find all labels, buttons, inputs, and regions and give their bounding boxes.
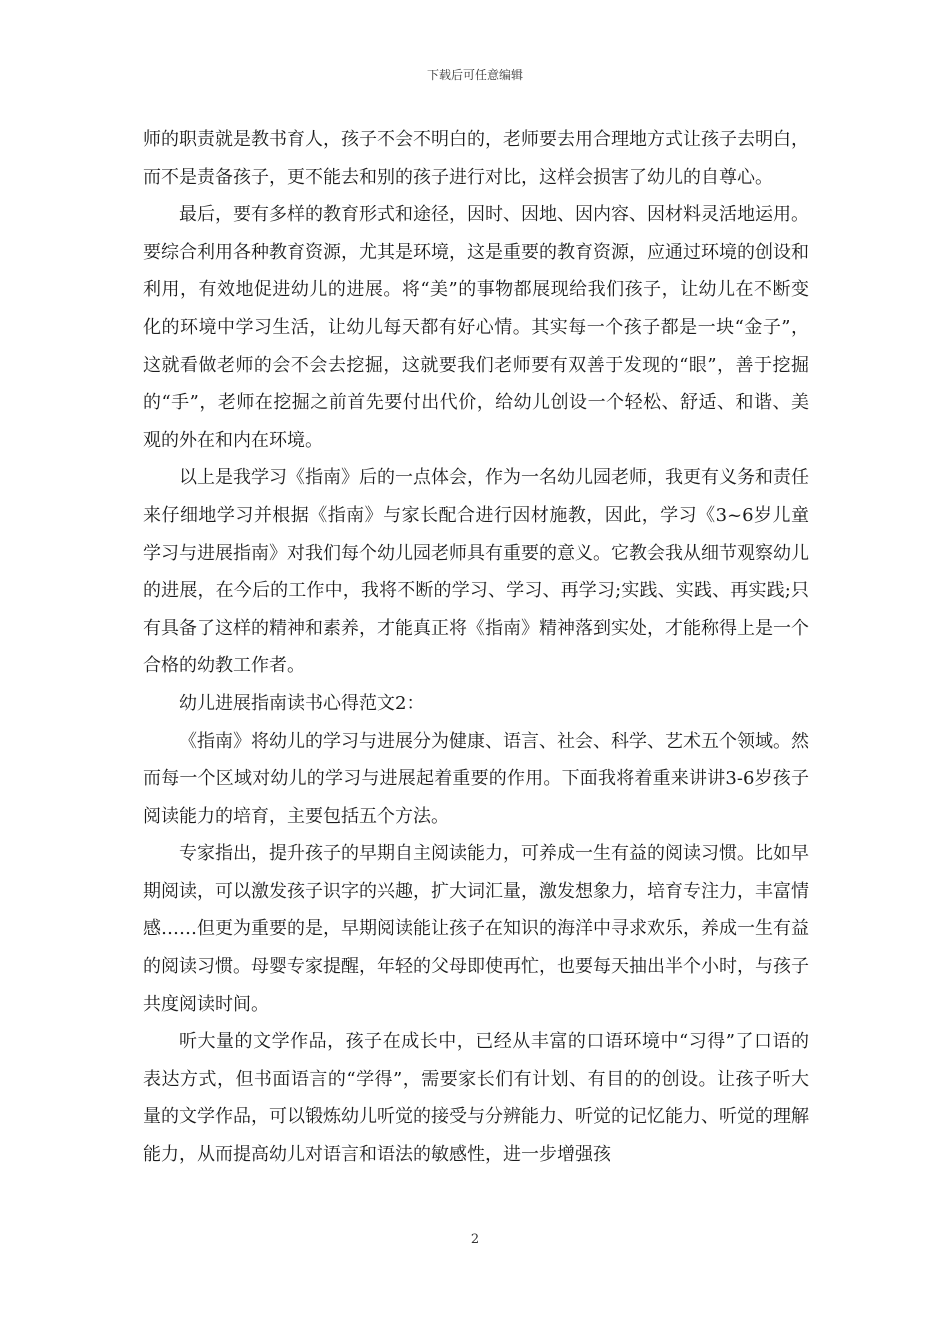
paragraph: 最后，要有多样的教育形式和途径，因时、因地、因内容、因材料灵活地运用。要综合利用各种教育资源，尤其是环境，这是重要的教育资源，应通过环境的创设和利用，有效地促进幼儿的进展。将“美”的事物都展现给我们孩子，让幼儿在不断变化的环境中学习生活，让幼儿每天都有好心情。其实每一个孩子都是一块“金子”，这就看做老师的会不会去挖掘，这就要我们老师要有双善于发现的“眼”，善于挖掘的“手”，老师在挖掘之前首先要付出代价，给幼儿创设一个轻松、舒适、和谐、美观的外在和内在环境。 — [143, 204, 809, 451]
paragraph: 听大量的文学作品，孩子在成长中，已经从丰富的口语环境中“习得”了口语的表达方式，但书面语言的“学得”，需要家长们有计划、有目的的创设。让孩子听大量的文学作品，可以锻炼幼儿听觉的接受与分辨能力、听觉的记忆能力、听觉的理解能力，从而提高幼儿对语言和语法的敏感性，进一步增强孩 — [143, 1031, 809, 1166]
page-header: 下载后可任意编辑 — [426, 68, 523, 82]
paragraph: 师的职责就是教书育人，孩子不会不明白的，老师要去用合理地方式让孩子去明白，而不是责备孩子，更不能去和别的孩子进行对比，这样会损害了幼儿的自尊心。 — [143, 129, 809, 188]
paragraph: 《指南》将幼儿的学习与进展分为健康、语言、社会、科学、艺术五个领域。然而每一个区域对幼儿的学习与进展起着重要的作用。下面我将着重来讲讲3-6岁孩子阅读能力的培育，主要包括五个方法。 — [143, 730, 809, 827]
document-body — [143, 121, 809, 1174]
section-heading: 幼儿进展指南读书心得范文2： — [179, 692, 425, 714]
paragraph: 以上是我学习《指南》后的一点体会，作为一名幼儿园老师，我更有义务和责任来仔细地学习并根据《指南》与家长配合进行因材施教，因此，学习《3~6岁儿童学习与进展指南》对我们每个幼儿园老师具有重要的意义。它教会我从细节观察幼儿的进展，在今后的工作中，我将不断的学习、学习、再学习;实践、实践、再实践;只有具备了这样的精神和素养，才能真正将《指南》精神落到实处，才能称得上是一个合格的幼教工作者。 — [143, 467, 809, 677]
page-number: 2 — [470, 1232, 480, 1247]
paragraph: 专家指出，提升孩子的早期自主阅读能力，可养成一生有益的阅读习惯。比如早期阅读，可以激发孩子识字的兴趣，扩大词汇量，激发想象力，培育专注力，丰富情感……但更为重要的是，早期阅读能让孩子在知识的海洋中寻求欢乐，养成一生有益的阅读习惯。母婴专家提醒，年轻的父母即使再忙，也要每天抽出半个小时，与孩子共度阅读时间。 — [143, 843, 809, 1015]
